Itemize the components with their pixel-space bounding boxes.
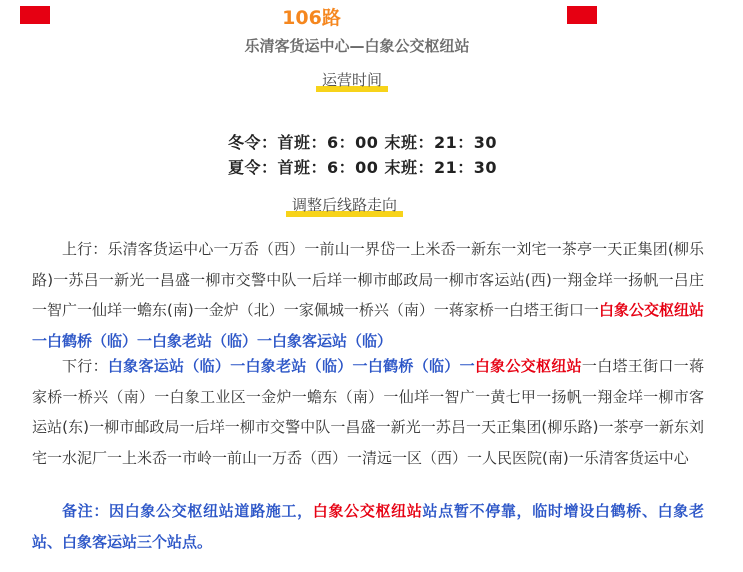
downbound-stops: 一白塔王街口一蒋家桥一桥兴（南）一白象工业区一金炉一蟾东（南）一仙垟一智广一黄七甲一扬帆一翔金垟一柳市客运站(东)一柳市邮政局一后垟一柳市交警中队一昌盛一新光一苏吕一天正集团(柳乐路)一茶亭一新东刘宅一水泥厂一上米岙一市岭一前山一万岙（西）一清远一区（西）一人民医院(南)一乐清客货运中心 [32,357,704,467]
upbound-stops: 上行：乐清客货运中心一万岙（西）一前山一界岱一上米岙一新东一刘宅一茶亭一天正集团(柳乐路)一苏吕一新光一昌盛一柳市交警中队一后垟一柳市邮政局一柳市客运站(西)一翔金垟一扬帆一吕庄一智广一仙垟一蟾东(南)一金炉（北）一家佩城一桥兴（南）一蒋家桥一白塔王街口一 [32,240,704,320]
notice-prefix: 备注：因白象公交枢纽站道路施工， [62,502,313,520]
notice [32,496,704,557]
schedule-section-title: 运营时间 [316,70,388,90]
summer-schedule: 夏令：首班：6：00 末班：21：30 [228,158,498,177]
downbound-highlight-terminal: 白象公交枢纽站 [474,357,582,375]
route-terminals: 乐清客货运中心—白象公交枢纽站 [244,37,470,55]
downbound-label: 下行： [62,357,108,375]
route-number: 106路 [282,7,341,29]
upbound-temporary-stops: 一白鹤桥（临）一白象老站（临）一白象客运站（临） [32,331,393,350]
winter-schedule: 冬令：首班：6：00 末班：21：30 [228,133,498,152]
upbound-route [32,234,704,356]
notice-highlight-terminal: 白象公交枢纽站 [312,502,423,520]
notice-suffix: 站点暂不停靠，临时增设白鹤桥、白象老站、白象客运站三个站点。 [32,502,704,551]
upbound-highlight-terminal: 白象公交枢纽站 [598,301,704,320]
downbound-route [32,351,704,473]
route-section-title: 调整后线路走向 [286,195,403,215]
downbound-temporary-stops: 白象客运站（临）一白象老站（临）一白鹤桥（临）一 [107,357,475,375]
